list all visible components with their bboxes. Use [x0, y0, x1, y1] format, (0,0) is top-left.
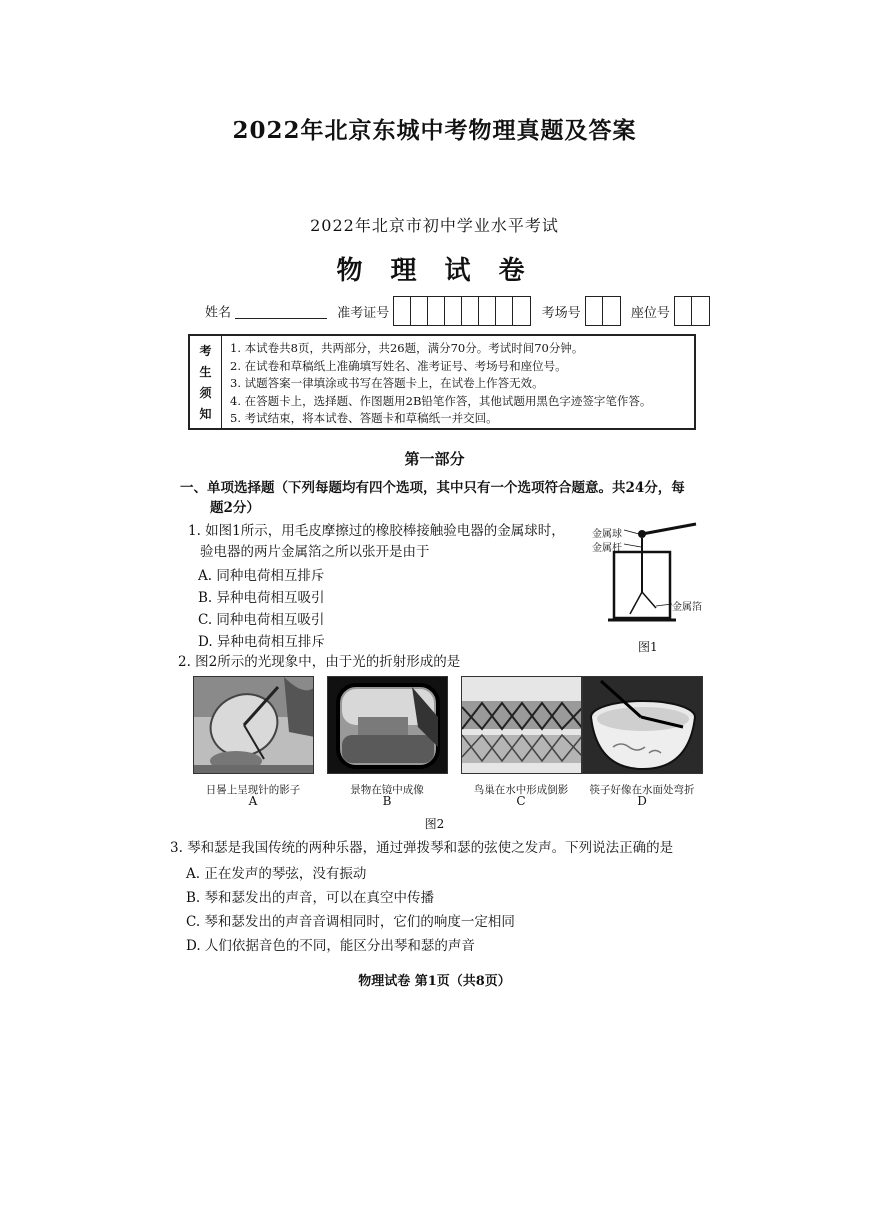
photo-chopsticks-bowl — [582, 676, 703, 774]
q1-stem-line2: 验电器的两片金属箔之所以张开是由于 — [200, 544, 430, 560]
room-label: 考场号 — [541, 305, 581, 321]
photo-b-caption: 景物在镜中成像 — [350, 784, 424, 796]
seat-number-boxes — [674, 296, 710, 326]
candidate-info-row — [205, 296, 710, 326]
candidate-notice-box — [188, 334, 696, 430]
q3-option-d: D. 人们依据音色的不同，能区分出琴和瑟的声音 — [186, 938, 475, 954]
q1-option-a: A. 同种电荷相互排斥 — [198, 568, 325, 584]
photo-a-letter: A — [248, 794, 258, 808]
q1-option-d: D. 异种电荷相互排斥 — [198, 634, 325, 650]
ticket-label: 准考证号 — [337, 305, 390, 321]
q3-option-b: B. 琴和瑟发出的声音，可以在真空中传播 — [186, 890, 435, 906]
label-metal-foil: 金属箔 — [672, 602, 702, 613]
label-metal-ball: 金属球 — [592, 529, 622, 540]
label-metal-rod: 金属杆 — [592, 543, 622, 554]
section-title: 第一部分 — [404, 450, 465, 468]
notice-item: 5. 考试结束，将本试卷、答题卡和草稿纸一并交回。 — [230, 411, 498, 425]
notice-item: 3. 试题答案一律填涂或书写在答题卡上，在试卷上作答无效。 — [230, 376, 544, 390]
photo-c-caption: 鸟巢在水中形成倒影 — [473, 784, 569, 796]
document-title: 2022年北京东城中考物理真题及答案 — [232, 117, 637, 144]
q3-option-a: A. 正在发声的琴弦，没有振动 — [186, 866, 367, 882]
page-footer: 物理试卷 第1页（共8页） — [358, 974, 511, 989]
q1-stem-line1: 1. 如图1所示，用毛皮摩擦过的橡胶棒接触验电器的金属球时， — [188, 523, 565, 539]
q1-option-b: B. 异种电荷相互吸引 — [198, 590, 325, 606]
notice-side-label: 考 生 须 知 — [190, 336, 222, 428]
ticket-number-boxes — [393, 296, 531, 326]
photo-d-caption: 筷子好像在水面处弯折 — [589, 784, 695, 796]
name-label: 姓名 — [205, 305, 232, 321]
room-number-boxes — [585, 296, 621, 326]
photo-car-mirror — [327, 676, 448, 774]
photo-b-letter: B — [382, 794, 392, 808]
photo-c-letter: C — [516, 794, 526, 808]
photo-d-letter: D — [637, 794, 647, 808]
photo-a-caption: 日晷上呈现针的影子 — [205, 784, 301, 796]
exam-subtitle: 2022年北京市初中学业水平考试 — [310, 216, 559, 235]
q3-stem: 3. 琴和瑟是我国传统的两种乐器，通过弹拨琴和瑟的弦使之发声。下列说法正确的是 — [170, 840, 674, 856]
q1-option-c: C. 同种电荷相互吸引 — [198, 612, 325, 628]
notice-items — [230, 340, 651, 428]
name-field — [235, 304, 327, 319]
q2-stem: 2. 图2所示的光现象中，由于光的折射形成的是 — [178, 654, 461, 670]
exam-title: 物理试卷 — [336, 256, 553, 286]
part-heading: 一、单项选择题（下列每题均有四个选项，其中只有一个选项符合题意。共24分，每 — [180, 480, 685, 496]
q3-option-c: C. 琴和瑟发出的声音音调相同时，它们的响度一定相同 — [186, 914, 515, 930]
figure-2-caption: 图2 — [424, 817, 445, 831]
figure-1-caption: 图1 — [638, 640, 658, 654]
notice-item: 4. 在答题卡上，选择题、作图题用2B铅笔作答，其他试题用黑色字迹签字笔作答。 — [230, 393, 652, 408]
seat-label: 座位号 — [630, 305, 670, 321]
notice-item: 2. 在试卷和草稿纸上准确填写姓名、准考证号、考场号和座位号。 — [230, 358, 567, 373]
notice-item: 1. 本试卷共8页，共两部分，共26题，满分70分。考试时间70分钟。 — [230, 341, 584, 355]
part-heading-cont: 题2分） — [210, 500, 260, 516]
photo-birds-nest — [461, 676, 582, 774]
photo-sundial — [193, 676, 314, 774]
